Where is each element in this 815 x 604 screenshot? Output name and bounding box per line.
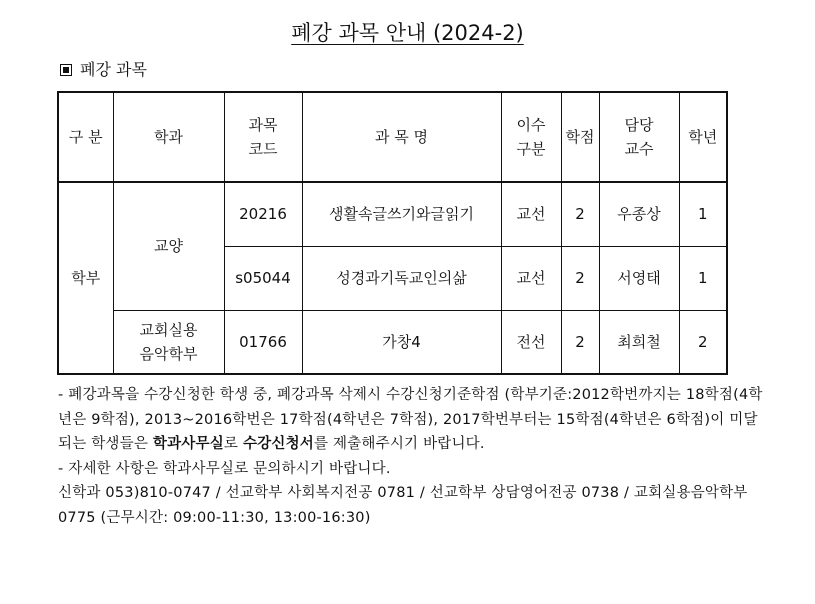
note-contact-office: - 자세한 사항은 학과사무실로 문의하시기 바랍니다. (58, 460, 391, 477)
header-credits: 학점 (561, 92, 599, 182)
department-line1: 교회실용 (139, 320, 198, 339)
professor-cell: 서영태 (599, 246, 679, 310)
year-cell: 1 (679, 246, 727, 310)
course-name-cell: 성경과기독교인의삶 (302, 246, 501, 310)
credits-cell: 2 (561, 182, 599, 246)
section-heading-text: 폐강 과목 (80, 60, 147, 79)
header-division: 구 분 (58, 92, 113, 182)
header-professor (599, 92, 679, 182)
header-course-code (224, 92, 302, 182)
notes (58, 383, 770, 530)
header-course-name: 과 목 명 (302, 92, 501, 182)
header-department: 학과 (113, 92, 224, 182)
professor-cell: 우종상 (599, 182, 679, 246)
course-type-cell: 교선 (501, 182, 561, 246)
note-credits-requirement (58, 383, 770, 457)
course-type-cell: 전선 (501, 310, 561, 374)
header-course-type-line2: 구분 (516, 140, 546, 158)
cancelled-courses-table (57, 91, 728, 375)
year-cell: 2 (679, 310, 727, 374)
course-name-cell: 생활속글쓰기와글읽기 (302, 182, 501, 246)
header-course-code-line2: 코드 (248, 140, 278, 158)
division-cell: 학부 (58, 182, 113, 374)
note1-end: 를 제출해주시기 바랍니다. (314, 436, 485, 452)
note-contacts: 신학과 053)810-0747 / 선교학부 사회복지전공 0781 / 선교학부 상담영어전공 0738 / 교회실용음악학부 0775 (근무시간: 09:00-11:30, 13:00-16:30) (58, 485, 748, 526)
table-row (58, 182, 727, 246)
course-type-cell: 교선 (501, 246, 561, 310)
note1-mid: 로 (223, 436, 243, 452)
header-course-type (501, 92, 561, 182)
department-line2: 음악학부 (139, 344, 198, 363)
course-code-cell: 20216 (224, 182, 302, 246)
table-row (58, 310, 727, 374)
course-name-cell: 가창4 (302, 310, 501, 374)
year-cell: 1 (679, 182, 727, 246)
header-course-type-line1: 이수 (516, 116, 546, 134)
professor-cell: 최희철 (599, 310, 679, 374)
note1-text: - 폐강과목을 수강신청한 학생 중, 폐강과목 삭제시 수강신청기준학점 (학부기준:2012학번까지는 18학점(4학년은 9학점), 2013~2016학번은 17학점(4학년은 7학점), 2017학번부터는 15학점(4학년은 6학점)이 미달되는 학생들은 (58, 387, 763, 452)
department-cell: 교양 (113, 182, 224, 310)
header-course-code-line1: 과목 (248, 116, 278, 134)
square-bullet-icon (60, 64, 72, 76)
header-professor-line2: 교수 (624, 140, 654, 158)
note1-bold-form: 수강신청서 (242, 436, 314, 452)
course-code-cell: s05044 (224, 246, 302, 310)
credits-cell: 2 (561, 310, 599, 374)
table-header-row (58, 92, 727, 182)
course-code-cell: 01766 (224, 310, 302, 374)
note1-bold-office: 학과사무실 (152, 436, 224, 452)
header-professor-line1: 담당 (624, 116, 654, 134)
header-year: 학년 (679, 92, 727, 182)
credits-cell: 2 (561, 246, 599, 310)
section-heading (60, 59, 147, 81)
page-title (0, 19, 815, 47)
department-cell (113, 310, 224, 374)
page-title-text: 폐강 과목 안내 (2024-2) (291, 21, 524, 45)
